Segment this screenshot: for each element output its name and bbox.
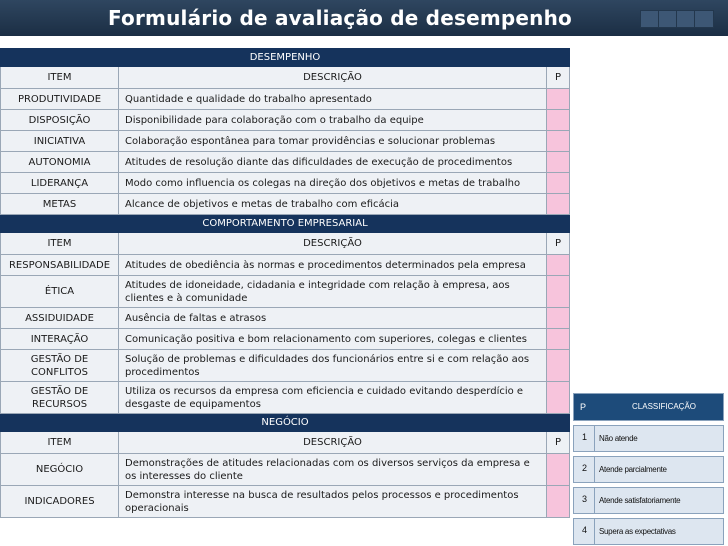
score-cell[interactable] [547, 255, 570, 276]
table-row [1, 89, 570, 110]
description-cell: Demonstrações de atitudes relacionadas com os diversos serviços da empresa e os interesses do cliente [119, 454, 547, 486]
table-row [1, 194, 570, 215]
item-cell: DISPOSIÇÃO [1, 110, 119, 131]
item-cell: LIDERANÇA [1, 173, 119, 194]
column-header-p: P [547, 67, 570, 89]
item-cell: AUTONOMIA [1, 152, 119, 173]
description-cell: Utiliza os recursos da empresa com eficiencia e cuidado evitando desperdício e desgaste de equipamentos [119, 382, 547, 414]
legend-divider [594, 457, 595, 482]
section-header-comportamento [1, 215, 570, 233]
item-cell: INDICADORES [1, 486, 119, 518]
column-header-item: ITEM [1, 233, 119, 255]
column-header-p: P [547, 233, 570, 255]
item-cell: ÉTICA [1, 276, 119, 308]
score-cell[interactable] [547, 131, 570, 152]
score-cell[interactable] [547, 89, 570, 110]
score-cell[interactable] [547, 382, 570, 414]
title-bar [0, 0, 728, 36]
legend-row [573, 425, 724, 452]
score-cell[interactable] [547, 110, 570, 131]
description-cell: Atitudes de obediência às normas e procedimentos determinados pela empresa [119, 255, 547, 276]
column-header-item: ITEM [1, 67, 119, 89]
table-row [1, 454, 570, 486]
score-cell[interactable] [547, 486, 570, 518]
column-header-descricao: DESCRIÇÃO [119, 67, 547, 89]
item-cell: RESPONSABILIDADE [1, 255, 119, 276]
description-cell: Atitudes de resolução diante das dificuldades de execução de procedimentos [119, 152, 547, 173]
item-cell: INICIATIVA [1, 131, 119, 152]
item-cell: PRODUTIVIDADE [1, 89, 119, 110]
legend-row [573, 518, 724, 545]
legend-label: Supera as expectativas [599, 527, 676, 536]
item-cell: INTERAÇÃO [1, 329, 119, 350]
table-row [1, 308, 570, 329]
table-row [1, 173, 570, 194]
description-cell: Ausência de faltas e atrasos [119, 308, 547, 329]
legend-number: 2 [582, 463, 588, 473]
column-header-row [1, 233, 570, 255]
table-row [1, 382, 570, 414]
section-title: DESEMPENHO [1, 49, 570, 67]
table-row [1, 255, 570, 276]
description-cell: Atitudes de idoneidade, cidadania e integridade com relação à empresa, aos clientes e à comunidade [119, 276, 547, 308]
legend-label: Não atende [599, 434, 638, 443]
legend-number: 1 [582, 432, 588, 442]
table-row [1, 329, 570, 350]
column-header-row [1, 67, 570, 89]
score-cell[interactable] [547, 173, 570, 194]
table-row [1, 110, 570, 131]
legend-header [573, 393, 724, 421]
column-header-row [1, 432, 570, 454]
table-row [1, 486, 570, 518]
column-header-item: ITEM [1, 432, 119, 454]
legend-divider [594, 488, 595, 513]
score-cell[interactable] [547, 329, 570, 350]
legend-number: 4 [582, 525, 588, 535]
score-cell[interactable] [547, 454, 570, 486]
description-cell: Comunicação positiva e bom relacionamento com superiores, colegas e clientes [119, 329, 547, 350]
column-header-p: P [547, 432, 570, 454]
description-cell: Quantidade e qualidade do trabalho apresentado [119, 89, 547, 110]
description-cell: Demonstra interesse na busca de resultados pelos processos e procedimentos operacionais [119, 486, 547, 518]
section-title: NEGÓCIO [1, 414, 570, 432]
section-title: COMPORTAMENTO EMPRESARIAL [1, 215, 570, 233]
column-header-descricao: DESCRIÇÃO [119, 432, 547, 454]
item-cell: METAS [1, 194, 119, 215]
score-cell[interactable] [547, 308, 570, 329]
legend-header-p: P [580, 402, 587, 412]
description-cell: Alcance de objetivos e metas de trabalho com eficácia [119, 194, 547, 215]
column-header-descricao: DESCRIÇÃO [119, 233, 547, 255]
table-row [1, 276, 570, 308]
table-row [1, 152, 570, 173]
page-title: Formulário de avaliação de desempenho [108, 6, 572, 30]
legend-label: Atende parcialmente [599, 465, 667, 474]
score-cell[interactable] [547, 350, 570, 382]
description-cell: Disponibilidade para colaboração com o trabalho da equipe [119, 110, 547, 131]
score-cell[interactable] [547, 152, 570, 173]
legend-row [573, 456, 724, 483]
description-cell: Modo como influencia os colegas na direção dos objetivos e metas de trabalho [119, 173, 547, 194]
item-cell: NEGÓCIO [1, 454, 119, 486]
legend-label: Atende satisfatoriamente [599, 496, 681, 505]
score-cell[interactable] [547, 194, 570, 215]
item-cell: GESTÃO DE RECURSOS [1, 382, 119, 414]
table-row [1, 350, 570, 382]
legend-divider [594, 426, 595, 451]
legend-number: 3 [582, 494, 588, 504]
legend-header-label: CLASSIFICAÇÃO [632, 402, 697, 411]
description-cell: Colaboração espontânea para tomar providências e solucionar problemas [119, 131, 547, 152]
item-cell: ASSIDUIDADE [1, 308, 119, 329]
score-cell[interactable] [547, 276, 570, 308]
section-header-desempenho [1, 49, 570, 67]
table-row [1, 131, 570, 152]
item-cell: GESTÃO DE CONFLITOS [1, 350, 119, 382]
title-decoration [640, 10, 720, 28]
legend-row [573, 487, 724, 514]
section-header-negocio [1, 414, 570, 432]
legend-divider [594, 519, 595, 544]
description-cell: Solução de problemas e dificuldades dos funcionários entre si e com relação aos procedimentos [119, 350, 547, 382]
evaluation-table [0, 48, 570, 518]
